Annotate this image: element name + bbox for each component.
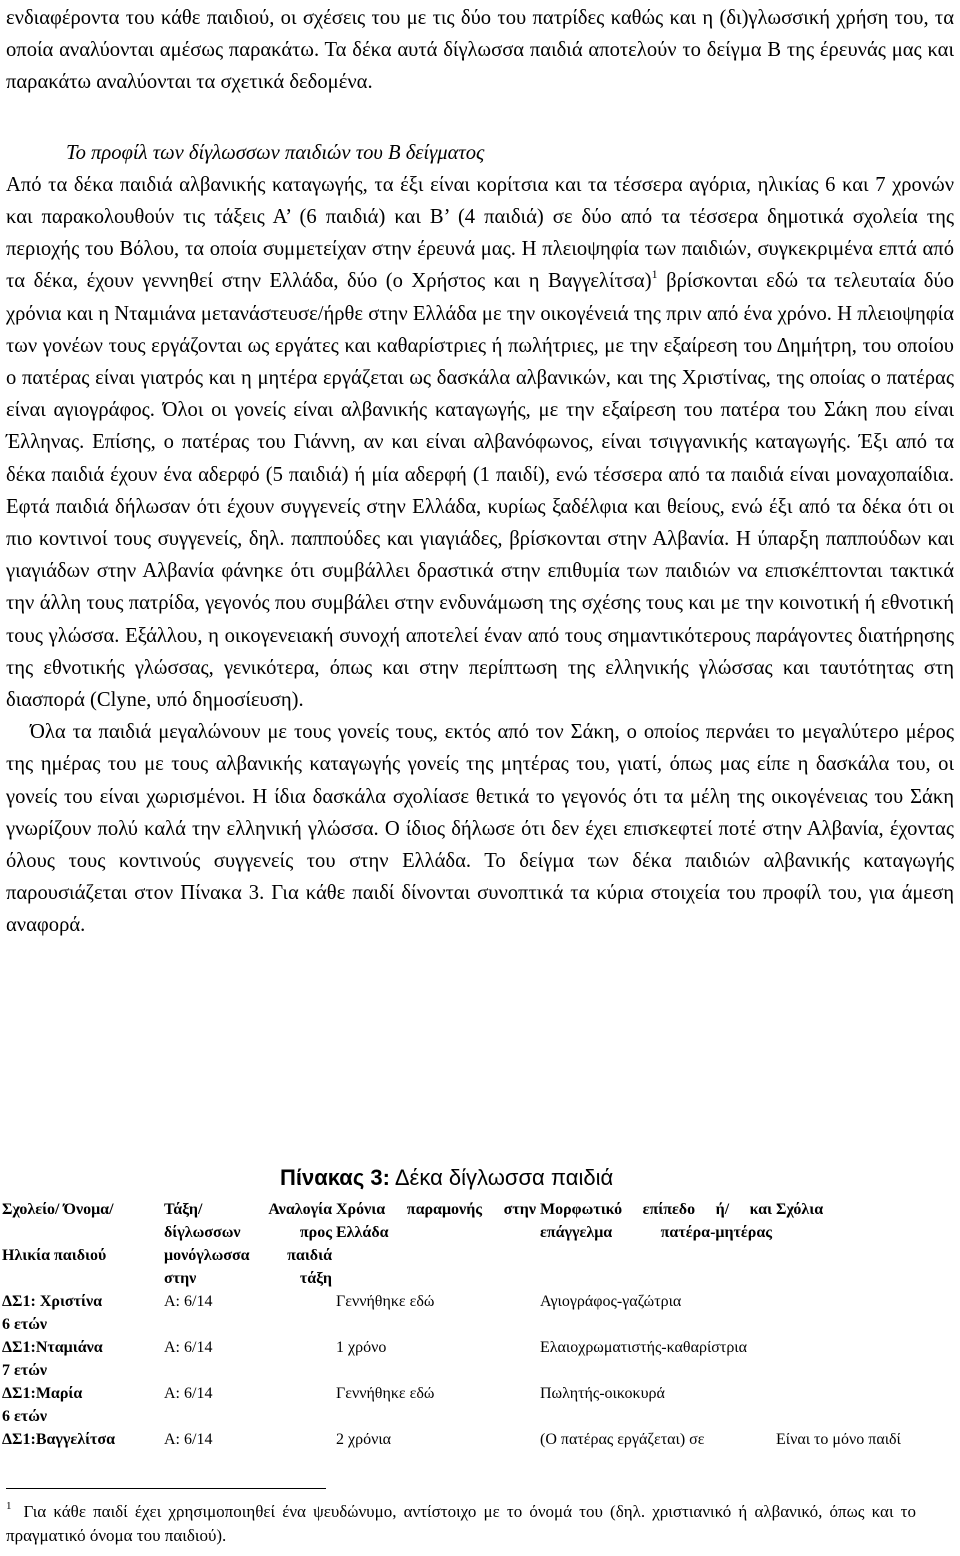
cell-comments: [774, 1336, 960, 1382]
cell-parents: Πωλητής-οικοκυρά: [540, 1385, 665, 1402]
header-col4-text: Μορφωτικό επίπεδο ή/ και επάγγελμα πατέρα-μητέρας: [540, 1201, 772, 1241]
cell-comments: Είναι το μόνο παιδί: [776, 1431, 901, 1448]
child-age: 6 ετών: [2, 1408, 48, 1425]
table-row: [0, 1336, 960, 1382]
table-row: [0, 1382, 960, 1428]
cell-name-age: [0, 1428, 162, 1451]
cell-years: 1 χρόνο: [336, 1339, 387, 1356]
footnote: [6, 1500, 916, 1548]
table-title-text: Δέκα δίγλωσσα παιδιά: [389, 1165, 614, 1190]
cell-years: Γεννήθηκε εδώ: [336, 1293, 435, 1310]
children-table: [0, 1198, 960, 1451]
footnote-text: Για κάθε παιδί έχει χρησιμοποιηθεί ένα ψευδώνυμο, αντίστοιχο με το όνομά του (δηλ. χριστιανικό ή αλβανικό, όπως και το πραγματικό όνομα του παιδιού).: [6, 1502, 916, 1545]
cell-name-age: [0, 1382, 162, 1428]
cell-name-age: [0, 1290, 162, 1336]
cell-class: Α: 6/14: [164, 1339, 213, 1356]
cell-parents: (Ο πατέρας εργάζεται) σε: [540, 1431, 705, 1448]
header-parents-education: [538, 1198, 774, 1290]
document-page: [6, 0, 954, 942]
profile-paragraph-part-b: βρίσκονται εδώ τα τελευταία δύο χρόνια και η Νταμιάνα μετανάστευσε/ήρθε στην Ελλάδα με την οικογένειά της πριν από ένα χρόνο. Η πλειοψηφία των γονέων τους εργάζονται ως εργάτες και καθαρίστριες ή πωλήτριες, με την εξαίρεση του Δημήτρη, του οποίου ο πατέρας είναι γιατρός και η μητέρα εργάζεται ως δασκάλα αλβανικών, και της Χριστίνας, της οποίας ο πατέρας είναι αγιογράφος. Όλοι οι γονείς είναι αλβανικής καταγωγής, με την εξαίρεση του πατέρα του Σάκη που είναι Έλληνας. Επίσης, ο πατέρας του Γιάννη, αν και είναι αλβανόφωνος, είναι τσιγγανικής καταγωγής. Έξι από τα δέκα παιδιά έχουν ένα αδερφό (5 παιδιά) ή μία αδερφή (1 παιδί), ενώ τέσσερα από τα παιδιά είναι μοναχοπαίδια. Εφτά παιδιά δήλωσαν ότι έχουν συγγενείς στην Ελλάδα, κυρίως ξαδέλφια και θείους, ενώ έξι από τα δέκα ότι οι πιο κοντινοί τους συγγενείς, δηλ. παππούδες και γιαγιάδες, βρίσκονται στην Αλβανία. Η ύπαρξη παππούδων και γιαγιάδων στην Αλβανία φάνηκε ότι συμβάλλει δραστικά στην επιθυμία των παιδιών να επισκέπτονται τακτικά την άλλη τους πατρίδα, γεγονός που συμβάλει στην ενδυνάμωση της σχέσης τους και με την κοινοτική ή εθνοτική τους γλώσσα. Εξάλλου, η οικογενειακή συνοχή αποτελεί έναν από τους σημαντικότερους παράγοντες διατήρησης της εθνοτικής γλώσσας, γενικότερα, όπως και στην περίπτωση της ελληνικής γλώσσας και ταυτότητας στη διασπορά (Clyne, υπό δημοσίευση).: [6, 270, 954, 712]
intro-paragraph: ενδιαφέροντα του κάθε παιδιού, οι σχέσεις του με τις δύο του πατρίδες καθώς και η (δι)γλωσσική χρήση του, τα οποία αναλύονται αμέσως παρακάτω. Τα δέκα αυτά δίγλωσσα παιδιά αποτελούν το δείγμα Β της έρευνάς μας και παρακάτω αναλύονται τα σχετικά δεδομένα.: [6, 7, 954, 94]
table-title-label: Πίνακας 3:: [280, 1165, 390, 1190]
cell-class: Α: 6/14: [164, 1385, 213, 1402]
all-children-paragraph: Όλα τα παιδιά μεγαλώνουν με τους γονείς τους, εκτός από τον Σάκη, ο οποίος περνάει το μεγαλύτερο μέρος της ημέρας του με τους αλβανικής καταγωγής γονείς της μητέρας του, γιατί, όπως μας είπε η δασκάλα του, οι γονείς του είναι χωρισμένοι. Η ίδια δασκάλα σχολίασε θετικά το γεγονός ότι τα μέλη της οικογένειας του Σάκη γνωρίζουν πολύ καλά την ελληνική γλώσσα. Ο ίδιος δήλωσε ότι δεν έχει επισκεφτεί ποτέ στην Αλβανία, έχοντας όλους τους κοντινούς συγγενείς του στην Ελλάδα. Το δείγμα των δέκα παιδιών αλβανικής καταγωγής παρουσιάζεται στον Πίνακα 3. Για κάθε παιδί δίνονται συνοπτικά τα κύρια στοιχεία του προφίλ του, για άμεση αναφορά.: [6, 721, 954, 937]
footnote-marker: 1: [6, 1500, 12, 1512]
table-header-row: [0, 1198, 960, 1290]
cell-comments: [774, 1290, 960, 1336]
cell-parents: Ελαιοχρωματιστής-καθαρίστρια: [540, 1339, 747, 1356]
profile-paragraph: [6, 169, 954, 716]
footnote-reference[interactable]: 1: [651, 267, 658, 282]
header-years: [334, 1198, 538, 1290]
header-col2-text: Τάξη/ Αναλογία δίγλωσσων προς μονόγλωσσα παιδιά στην τάξη: [164, 1201, 332, 1287]
header-col1-line2: Ηλικία παιδιού: [2, 1247, 107, 1264]
child-age: 7 ετών: [2, 1362, 48, 1379]
cell-class: Α: 6/14: [164, 1431, 213, 1448]
profile-paragraph-part-a: Από τα δέκα παιδιά αλβανικής καταγωγής, τα έξι είναι κορίτσια και τα τέσσερα αγόρια, ηλικίας 6 και 7 χρονών και παρακολουθούν τις τάξεις Α’ (6 παιδιά) και Β’ (4 παιδιά) σε δύο από τα τέσσερα δημοτικά σχολεία της περιοχής του Βόλου, τα οποία συμμετείχαν στην έρευνά μας. Η πλειοψηφία των παιδιών, συγκεκριμένα επτά από τα δέκα, έχουν γεννηθεί στην Ελλάδα, δύο (ο Χρήστος και η Βαγγελίτσα): [6, 173, 954, 293]
child-name: ΔΣ1:Νταμιάνα: [2, 1339, 103, 1356]
header-col1-line1: Σχολείο/ Όνομα/: [2, 1201, 114, 1218]
cell-comments: [774, 1382, 960, 1428]
child-name: ΔΣ1: Χριστίνα: [2, 1293, 103, 1310]
header-school-name-age: [0, 1198, 162, 1290]
child-name: ΔΣ1:Μαρία: [2, 1385, 83, 1402]
cell-name-age: [0, 1336, 162, 1382]
header-class-ratio: [162, 1198, 334, 1290]
cell-years: 2 χρόνια: [336, 1431, 392, 1448]
header-col3-text: Χρόνια παραμονής στην Ελλάδα: [336, 1201, 536, 1241]
cell-parents: Αγιογράφος-γαζώτρια: [540, 1293, 682, 1310]
header-col1-spacer: [2, 1221, 160, 1244]
footnote-divider: [6, 1488, 326, 1489]
table-title: [280, 1165, 613, 1191]
header-comments: Σχόλια: [776, 1201, 824, 1218]
cell-years: Γεννήθηκε εδώ: [336, 1385, 435, 1402]
child-age: 6 ετών: [2, 1316, 48, 1333]
table-row: [0, 1428, 960, 1451]
section-heading: Το προφίλ των δίγλωσσων παιδιών του Β δείγματος: [66, 141, 485, 164]
table-row: [0, 1290, 960, 1336]
cell-class: Α: 6/14: [164, 1293, 213, 1310]
child-name: ΔΣ1:Βαγγελίτσα: [2, 1431, 116, 1448]
